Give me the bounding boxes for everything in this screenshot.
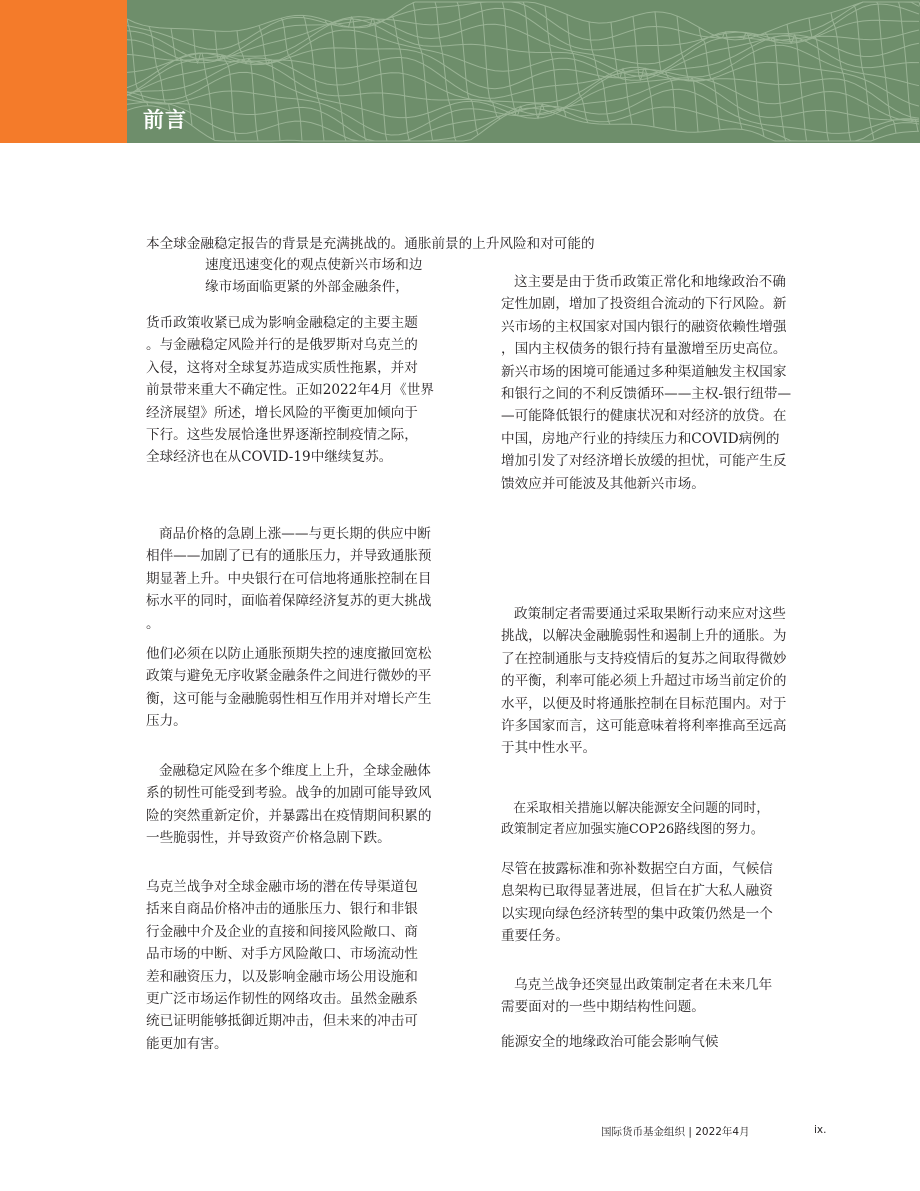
mesh-line (831, 13, 852, 141)
footer-source: 国际货币基金组织 | 2022年4月 (601, 1126, 750, 1138)
wireframe-terrain-graphic (127, 0, 920, 143)
mesh-line (677, 16, 698, 132)
left-paragraph-4: 金融稳定风险在多个维度上上升，全球金融体 系的韧性可能受到考验。战争的加剧可能导致风 险的突然重新定价，并暴露出在疫情期间积累的 一些脆弱性，并导致资产价格急剧下跌。 (146, 763, 432, 847)
mesh-line (127, 2, 919, 40)
right-paragraph-6: 能源安全的地缘政治可能会影响气候 (501, 1034, 719, 1050)
mesh-line (127, 106, 919, 141)
right-paragraph-3: 在采取相关措施以解决能源安全问题的同时， 政策制定者应加强实施COP26路线图的努力。 (501, 801, 770, 837)
mesh-line (127, 45, 919, 98)
page-number: ix. (814, 1124, 827, 1136)
mesh-line (545, 6, 566, 117)
intro-line: 本全球金融稳定报告的背景是充满挑战的。通胀前景的上升风险和对可能的 (146, 236, 595, 252)
mesh-line (369, 19, 390, 141)
mesh-line (435, 2, 456, 141)
mesh-line (633, 16, 654, 127)
page-title: 前言 (143, 108, 187, 132)
right-paragraph-2: 政策制定者需要通过采取果断行动来应对这些 挑战，以解决金融脆弱性和遏制上升的通胀。为 了在控制通胀与支持疫情后的复苏之间取得微妙 的平衡，利率可能必须上升超过市场当前定价的 水平，以便及时将通胀控制在目标范围内。对于 许多国家而言，这可能意味着将利率推高至远高 于其中性水平。 (501, 606, 787, 757)
right-paragraph-1: 这主要是由于货币政策正常化和地缘政治不确 定性加剧，增加了投资组合流动的下行风险。新 兴市场的主权国家对国内银行的融资依赖性增强 ，国内主权债务的银行持有量激增至历史高位。 新兴市场的困境可能通过多种渠道触发主权国家 和银行之间的不利反馈循环——主权-银行纽带— —可能降低银行的健康状况和对经济的放贷。在 中国，房地产行业的持续压力和COVID病例的 增加引发了对经济增长放缓的担忧，可能产生反 馈效应并可能波及其他新兴市场。 (501, 274, 792, 492)
mesh-line (127, 80, 919, 136)
intro-continuation: 速度迅速变化的观点使新兴市场和边 缘市场面临更紧的外部金融条件， (205, 257, 423, 296)
mesh-line (655, 12, 676, 131)
header-orange-block (0, 0, 127, 143)
page-header (0, 0, 920, 143)
mesh-line (743, 33, 764, 137)
left-paragraph-3: 他们必须在以防止通胀预期失控的速度撤回宽松 政策与避免无序收紧金融条件之间进行微妙的平 衡，这可能与金融脆弱性相互作用并对增长产生 压力。 (146, 646, 432, 730)
right-paragraph-5: 乌克兰战争还突显出政策制定者在未来几年 需要面对的一些中期结构性问题。 (501, 977, 773, 1016)
left-paragraph-1: 货币政策收紧已成为影响金融稳定的主要主题 。与金融稳定风险并行的是俄罗斯对乌克兰的 入侵，这将对全球复苏造成实质性拖累，并对 前景带来重大不确定性。正如2022年4月《世界 经济展望》所述，增长风险的平衡更加倾向于 下行。这些发展恰逢世界逐渐控制疫情之际， 全球经济也在从COVID-19中继续复苏。 (146, 315, 434, 466)
mesh-line (875, 2, 896, 133)
mesh-line (501, 2, 522, 116)
header-green-banner (127, 0, 920, 143)
mesh-line (127, 102, 919, 141)
left-paragraph-2: 商品价格的急剧上涨——与更长期的供应中断 相伴——加剧了已有的通胀压力，并导致通胀预 期显著上升。中央银行在可信地将通胀控制在目 标水平的同时，面临着保障经济复苏的更大挑战 。 (146, 526, 432, 632)
mesh-line (523, 2, 544, 118)
left-paragraph-5: 乌克兰战争对全球金融市场的潜在传导渠道包 括来自商品价格冲击的通胀压力、银行和非银 行金融中介及企业的直接和间接风险敞口、商 品市场的中断、对手方风险敞口、市场流动性 差和融资压力，以及影响金融市场公用设施和 更广泛市场运作韧性的网络攻击。虽然金融系 统已证明能够抵御近期冲击，但未来的冲击可 能更加有害。 (146, 879, 418, 1052)
mesh-line (611, 22, 632, 124)
mesh-line (721, 32, 742, 129)
mesh-line (413, 2, 434, 141)
mesh-line (325, 20, 346, 141)
mesh-line (215, 31, 236, 141)
mesh-line (457, 2, 478, 135)
right-paragraph-4: 尽管在披露标准和弥补数据空白方面，气候信 息架构已取得显著进展，但旨在扩大私人融资 以实现向绿色经济转型的集中政策仍然是一个 重要任务。 (501, 861, 773, 945)
